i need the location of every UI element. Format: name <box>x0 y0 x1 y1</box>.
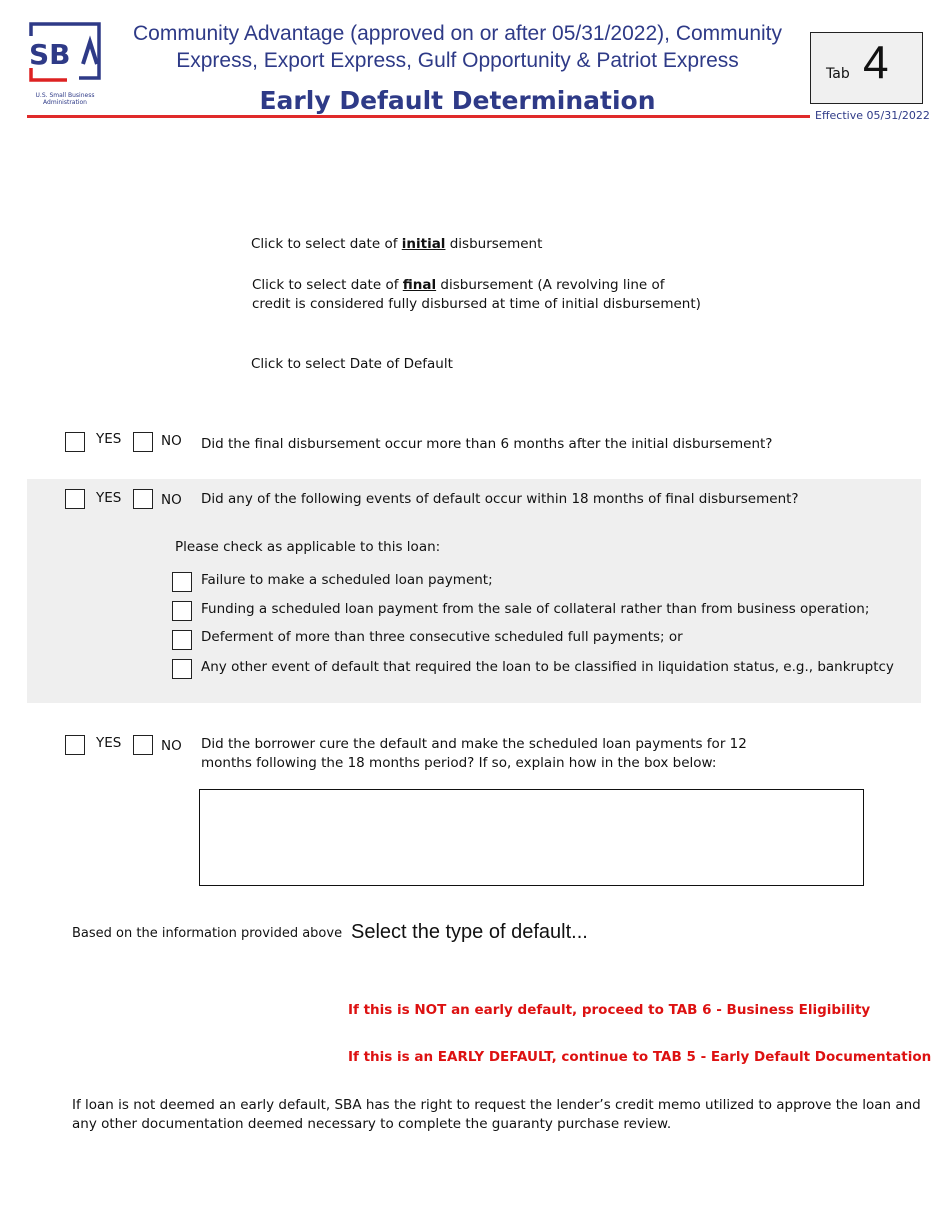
q1-no-checkbox[interactable] <box>133 432 153 452</box>
l: months following the 18 months period? If so, explain how in the box below: <box>201 755 717 771</box>
initial-date-field[interactable] <box>251 235 542 254</box>
question-3 <box>201 735 747 773</box>
based-on-label: Based on the information provided above <box>72 926 343 941</box>
svg-text:SB: SB <box>29 38 71 71</box>
option-checkbox[interactable] <box>172 601 192 621</box>
notice-early: If this is an EARLY DEFAULT, continue to TAB 5 - Early Default Documentation <box>348 1049 932 1065</box>
tab-number: 4 <box>863 36 889 88</box>
no-label: NO <box>161 433 182 449</box>
effective-date: Effective 05/31/2022 <box>815 109 930 122</box>
q3-yes-checkbox[interactable] <box>65 735 85 755</box>
q2-no-checkbox[interactable] <box>133 489 153 509</box>
header-line2: Express, Export Express, Gulf Opportunity & Patriot Express <box>176 49 739 72</box>
logo-sub2: Administration <box>43 99 87 106</box>
question-2: Did any of the following events of default occur within 18 months of final disbursement? <box>201 491 799 507</box>
option-checkbox[interactable] <box>172 659 192 679</box>
tab-badge <box>810 32 923 104</box>
q2-intro: Please check as applicable to this loan: <box>175 539 441 555</box>
default-date-field[interactable]: Click to select Date of Default <box>251 356 453 372</box>
page-title: Early Default Determination <box>259 86 656 115</box>
default-type-dropdown[interactable]: Select the type of default... <box>351 921 588 943</box>
l: Did the borrower cure the default and make the scheduled loan payments for 12 <box>201 736 747 752</box>
l: disbursement <box>445 236 543 252</box>
l: If loan is not deemed an early default, SBA has the right to request the lender’s credit memo utilized to approve the loan and <box>72 1097 921 1113</box>
yes-label: YES <box>96 431 122 447</box>
option-checkbox[interactable] <box>172 572 192 592</box>
l: any other documentation deemed necessary to complete the guaranty purchase review. <box>72 1116 672 1132</box>
l: disbursement (A revolving line of <box>436 277 665 293</box>
logo-subtitle <box>27 92 103 106</box>
option-label: Failure to make a scheduled loan payment; <box>201 572 493 588</box>
q2-yes-checkbox[interactable] <box>65 489 85 509</box>
option-checkbox[interactable] <box>172 630 192 650</box>
footer-note <box>72 1096 921 1134</box>
b: initial <box>401 236 446 252</box>
sba-logo <box>27 22 103 106</box>
b: final <box>402 277 437 293</box>
q3-no-checkbox[interactable] <box>133 735 153 755</box>
no-label: NO <box>161 492 182 508</box>
option-label: Any other event of default that required the loan to be classified in liquidation status, e.g., bankruptcy <box>201 659 894 675</box>
tab-label: Tab <box>826 66 850 82</box>
explanation-textarea[interactable] <box>199 789 864 886</box>
notice-not-early: If this is NOT an early default, proceed to TAB 6 - Business Eligibility <box>348 1002 871 1018</box>
divider <box>27 115 810 118</box>
option-label: Funding a scheduled loan payment from the sale of collateral rather than from business operation; <box>201 601 870 617</box>
q1-yes-checkbox[interactable] <box>65 432 85 452</box>
l: credit is considered fully disbursed at time of initial disbursement) <box>252 296 701 312</box>
question-1: Did the final disbursement occur more than 6 months after the initial disbursement? <box>201 436 773 452</box>
l: Click to select date of <box>252 277 403 293</box>
l: Click to select date of <box>251 236 402 252</box>
logo-sub1: U.S. Small Business <box>35 92 95 99</box>
final-date-field[interactable] <box>252 276 701 314</box>
header-line1: Community Advantage (approved on or after 05/31/2022), Community <box>132 22 783 45</box>
yes-label: YES <box>96 735 122 751</box>
yes-label: YES <box>96 490 122 506</box>
option-label: Deferment of more than three consecutive scheduled full payments; or <box>201 629 683 645</box>
no-label: NO <box>161 738 182 754</box>
